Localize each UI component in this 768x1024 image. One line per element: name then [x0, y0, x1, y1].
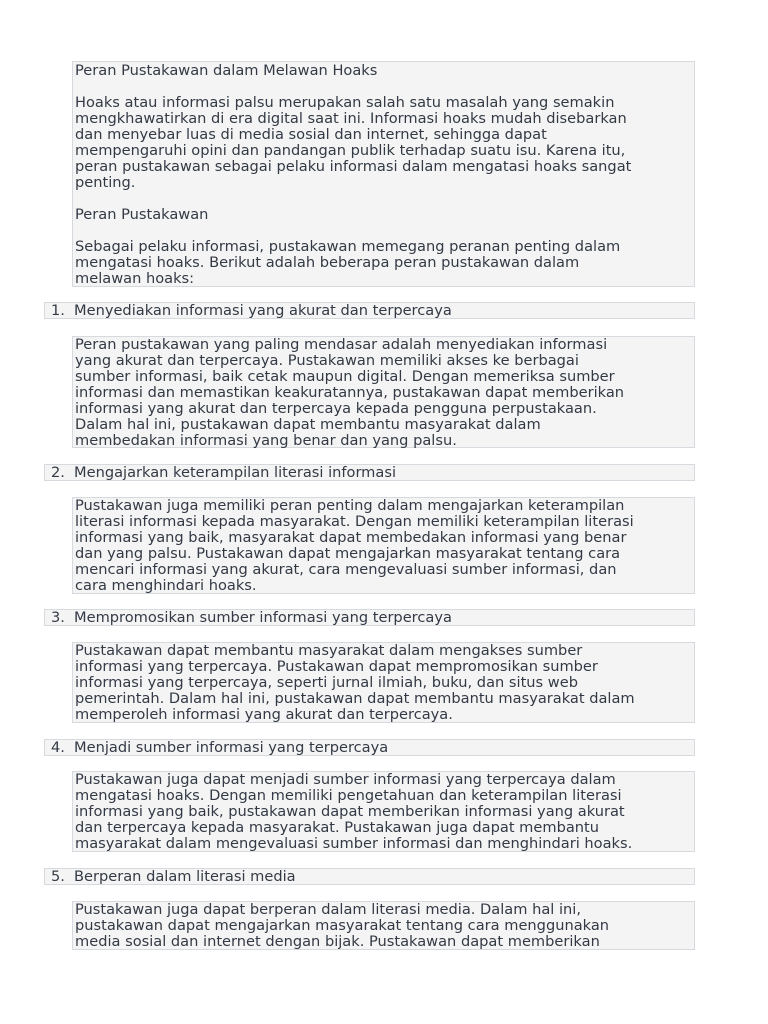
intro-block [72, 61, 695, 287]
list-item-heading: 5. Berperan dalam literasi media [44, 868, 695, 885]
list-item-heading: 1. Menyediakan informasi yang akurat dan terpercaya [44, 302, 695, 319]
list-item-number: 4. [51, 739, 65, 756]
list-item-body: Pustakawan juga dapat menjadi sumber informasi yang terpercaya dalam mengatasi hoaks. Dengan memiliki pengetahuan dan keterampilan literasi informasi yang baik, pustakawan dapat memberikan informasi yang akurat dan terpercaya kepada masyarakat. Pustakawan juga dapat membantu masyarakat dalam mengevaluasi sumber informasi dan menghindari hoaks. [72, 771, 695, 852]
list-item-body: Pustakawan juga memiliki peran penting dalam mengajarkan keterampilan literasi informasi kepada masyarakat. Dengan memiliki keterampilan literasi informasi yang baik, masyarakat dapat membedakan informasi yang benar dan yang palsu. Pustakawan dapat mengajarkan masyarakat tentang cara mencari informasi yang akurat, cara mengevaluasi sumber informasi, dan cara menghindari hoaks. [72, 497, 695, 594]
list-item-heading: 4. Menjadi sumber informasi yang terpercaya [44, 739, 695, 756]
list-item-body: Pustakawan juga dapat berperan dalam literasi media. Dalam hal ini, pustakawan dapat mengajarkan masyarakat tentang cara menggunakan media sosial dan internet dengan bijak. Pustakawan dapat memberikan [72, 901, 695, 950]
list-item-number: 3. [51, 609, 65, 626]
list-item-heading: 3. Mempromosikan sumber informasi yang terpercaya [44, 609, 695, 626]
list-item-number: 5. [51, 868, 65, 885]
list-item-body: Peran pustakawan yang paling mendasar adalah menyediakan informasi yang akurat dan terpercaya. Pustakawan memiliki akses ke berbagai sumber informasi, baik cetak maupun digital. Dengan memeriksa sumber informasi dan memastikan keakuratannya, pustakawan dapat memberikan informasi yang akurat dan terpercaya kepada pengguna perpustakaan. Dalam hal ini, pustakawan dapat membantu masyarakat dalam membedakan informasi yang benar dan yang palsu. [72, 336, 695, 448]
list-item-body: Pustakawan dapat membantu masyarakat dalam mengakses sumber informasi yang terpercaya. Pustakawan dapat mempromosikan sumber informasi yang terpercaya, seperti jurnal ilmiah, buku, dan situs web pemerintah. Dalam hal ini, pustakawan dapat membantu masyarakat dalam memperoleh informasi yang akurat dan terpercaya. [72, 642, 695, 723]
document-title: Peran Pustakawan dalam Melawan Hoaks [75, 62, 378, 79]
list-item-number: 1. [51, 302, 65, 319]
section-subheading: Peran Pustakawan [75, 206, 209, 223]
lead-paragraph: Sebagai pelaku informasi, pustakawan memegang peranan penting dalam mengatasi hoaks. Berikut adalah beberapa peran pustakawan dalam melawan hoaks: [75, 238, 621, 287]
list-item-number: 2. [51, 464, 65, 481]
list-item-heading: 2. Mengajarkan keterampilan literasi informasi [44, 464, 695, 481]
intro-paragraph: Hoaks atau informasi palsu merupakan salah satu masalah yang semakin mengkhawatirkan di era digital saat ini. Informasi hoaks mudah disebarkan dan menyebar luas di media sosial dan internet, sehingga dapat mempengaruhi opini dan pandangan publik terhadap suatu isu. Karena itu, peran pustakawan sebagai pelaku informasi dalam mengatasi hoaks sangat penting. [75, 94, 632, 191]
